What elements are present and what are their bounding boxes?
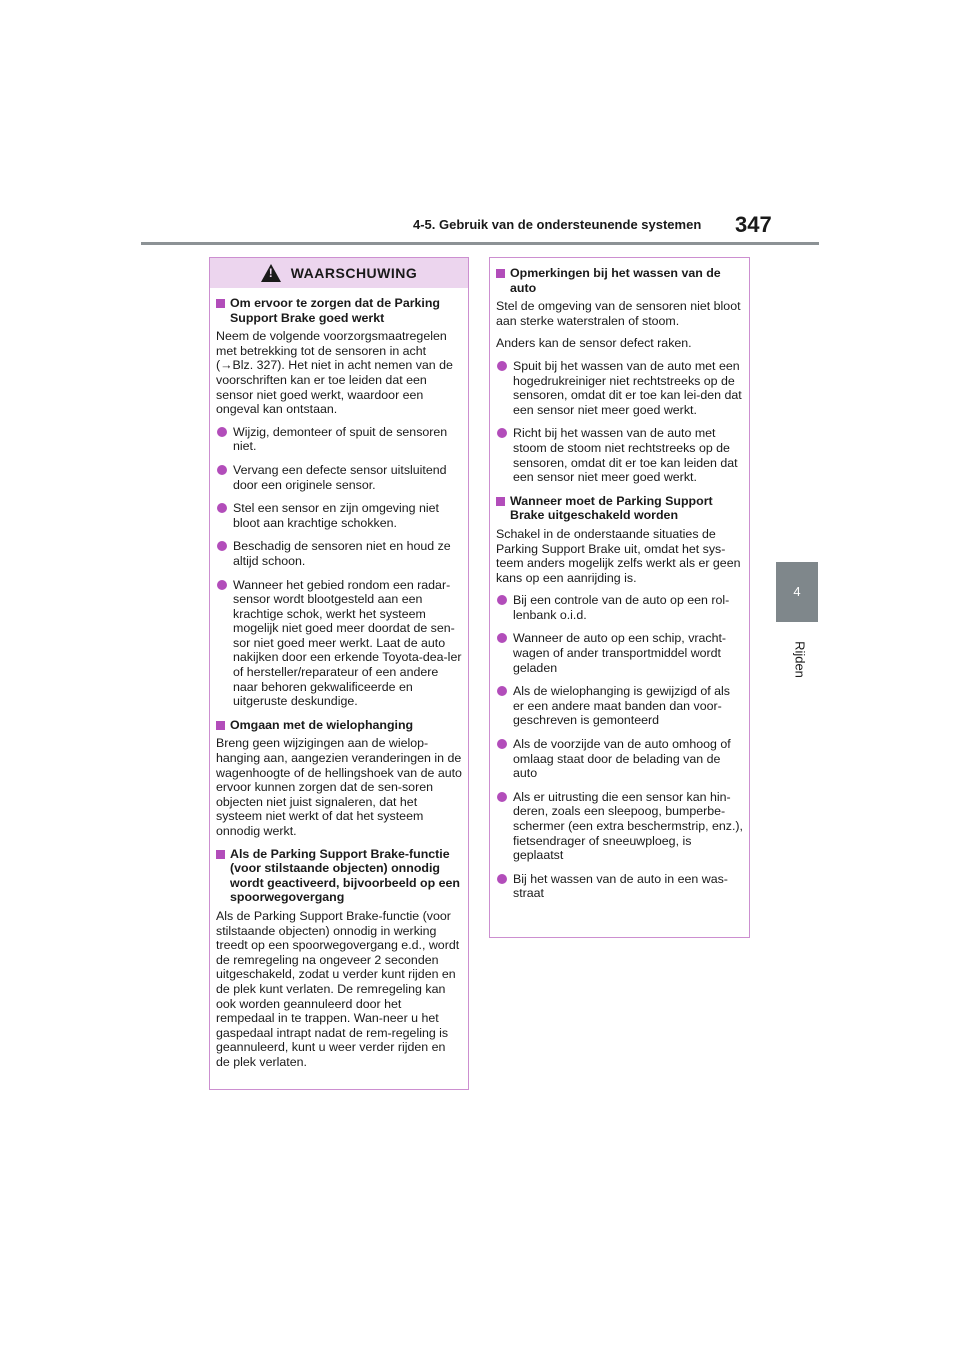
list-item-text: Als de wielophanging is gewijzigd of als er een andere maat banden dan voor-geschreven is gemonteerd <box>513 684 730 728</box>
section-heading-text: Als de Parking Support Brake-functie (voor stilstaande objecten) onnodig wordt geactiveerd, bijvoorbeeld op een spoorwegovergang <box>230 846 460 905</box>
circle-bullet-icon <box>217 580 227 590</box>
section-heading-text: Opmerkingen bij het wassen van de auto <box>510 266 721 295</box>
page-number: 347 <box>735 212 772 237</box>
list-item-text: Spuit bij het wassen van de auto met een hogedrukreiniger niet rechtstreeks op de sensoren, omdat dit er toe kan lei-den dat een sensor niet meer goed werkt. <box>513 358 742 417</box>
section-heading <box>496 266 743 295</box>
circle-bullet-icon <box>497 739 507 749</box>
section-text: Anders kan de sensor defect raken. <box>496 336 692 351</box>
list-item <box>496 359 743 417</box>
square-bullet-icon <box>496 497 505 506</box>
list-item <box>216 578 462 709</box>
list-item-text: Bij een controle van de auto op een rol-lenbank o.i.d. <box>513 593 730 622</box>
list-item <box>496 426 743 484</box>
list-item-text: Beschadig de sensoren niet en houd ze altijd schoon. <box>233 539 451 568</box>
section-heading-text: Omgaan met de wielophanging <box>230 717 414 732</box>
section-heading <box>216 296 462 325</box>
section-text: Schakel in de onderstaande situaties de Parking Support Brake uit, omdat het sys-teem anders mogelijk zelfs werkt als er geen kans op een aanrijding is. <box>496 526 741 585</box>
list-item-text: Stel een sensor en zijn omgeving niet bloot aan krachtige schokken. <box>233 501 439 530</box>
section-heading <box>216 718 462 733</box>
warning-box <box>209 257 469 1090</box>
square-bullet-icon <box>496 269 505 278</box>
list-item <box>496 593 743 622</box>
section-text: Breng geen wijzigingen aan de wielop-hanging aan, aangezien veranderingen in de wagenhoogte of de hellingshoek van de auto ervoor kunnen zorgen dat de sen-soren objecten niet juist signaleren, dat het systeem niet werkt of dat het systeem onnodig werkt. <box>216 736 462 838</box>
circle-bullet-icon <box>497 874 507 884</box>
list-item <box>496 872 743 901</box>
circle-bullet-icon <box>497 633 507 643</box>
list-item-text: Als er uitrusting die een sensor kan hin-deren, zoals een sleepoog, bumperbe-schermer (een extra beschermstrip, enz.), fietsendrager of sneeuwploeg, is geplaatst <box>513 789 743 863</box>
list-item-text: Als de voorzijde van de auto omhoog of omlaag staat door de belading van de auto <box>513 737 731 781</box>
list-item <box>496 790 743 863</box>
chapter-title-text: Rijden <box>792 641 808 678</box>
header-rule <box>141 242 819 245</box>
list-item-text: Wanneer het gebied rondom een radar-sensor wordt blootgesteld aan een krachtige schok, werkt het systeem mogelijk niet goed meer doordat de sen-sor niet goed meer werkt. Laat de auto nakijken door een erkende Toyota-dea-ler of hersteller/reparateur of een andere naar behoren gekwalificeerde en uitgeruste deskundige. <box>233 577 462 709</box>
warning-triangle-icon <box>261 264 281 282</box>
section-text: Neem de volgende voorzorgsmaatregelen met betrekking tot de sensoren in acht (→Blz. 327). Het niet in acht nemen van de voorschriften kan er toe leiden dat een sensor niet goed werkt, waardoor een ongeval kan ontstaan. <box>216 329 453 417</box>
list-item <box>496 684 743 728</box>
warning-header <box>210 258 468 288</box>
section-header: 4-5. Gebruik van de ondersteunende systemen <box>413 217 702 232</box>
list-item <box>216 425 462 454</box>
section-heading <box>496 494 743 523</box>
list-item <box>496 737 743 781</box>
list-item-text: Richt bij het wassen van de auto met stoom de stoom niet rechtstreeks op de sensoren, omdat dit er toe kan leiden dat een sensor niet meer goed werkt. <box>513 426 738 485</box>
list-item <box>216 463 462 492</box>
circle-bullet-icon <box>497 686 507 696</box>
warning-title: WAARSCHUWING <box>290 264 418 281</box>
list-item-text: Vervang een defecte sensor uitsluitend door een originele sensor. <box>233 462 447 492</box>
section-text: Als de Parking Support Brake-functie (voor stilstaande objecten) onnodig in werking treedt op een spoorwegovergang e.d., wordt de remregeling na ongeveer 2 seconden uitgeschakeld, zodat u verder kunt rijden en de plek kunt verlaten. De remregeling kan ook worden geannuleerd door het rempedaal in te trappen. Wan-neer u het gaspedaal intrapt nadat de rem-regeling is geannuleerd, kunt u weer verder rijden en de plek verlaten. <box>216 908 460 1069</box>
list-item-text: Wijzig, demonteer of spuit de sensoren niet. <box>233 424 448 454</box>
square-bullet-icon <box>216 299 225 308</box>
circle-bullet-icon <box>217 427 227 437</box>
circle-bullet-icon <box>217 541 227 551</box>
chapter-title <box>782 632 812 692</box>
notes-box <box>489 257 750 938</box>
square-bullet-icon <box>216 850 225 859</box>
section-text: Stel de omgeving van de sensoren niet bloot aan sterke waterstralen of stoom. <box>496 299 741 328</box>
chapter-tab: 4 <box>776 562 818 622</box>
section-heading-text: Wanneer moet de Parking Support Brake uitgeschakeld worden <box>510 493 713 523</box>
circle-bullet-icon <box>217 503 227 513</box>
list-item <box>496 631 743 675</box>
circle-bullet-icon <box>497 792 507 802</box>
circle-bullet-icon <box>497 428 507 438</box>
circle-bullet-icon <box>497 595 507 605</box>
circle-bullet-icon <box>497 361 507 371</box>
list-item <box>216 501 462 530</box>
section-heading-text: Om ervoor te zorgen dat de Parking Support Brake goed werkt <box>230 296 440 325</box>
list-item-text: Wanneer de auto op een schip, vracht-wagen of ander transportmiddel wordt geladen <box>513 631 727 675</box>
square-bullet-icon <box>216 721 225 730</box>
list-item <box>216 539 462 568</box>
list-item-text: Bij het wassen van de auto in een was-straat <box>513 871 728 901</box>
section-heading <box>216 847 462 905</box>
circle-bullet-icon <box>217 465 227 475</box>
